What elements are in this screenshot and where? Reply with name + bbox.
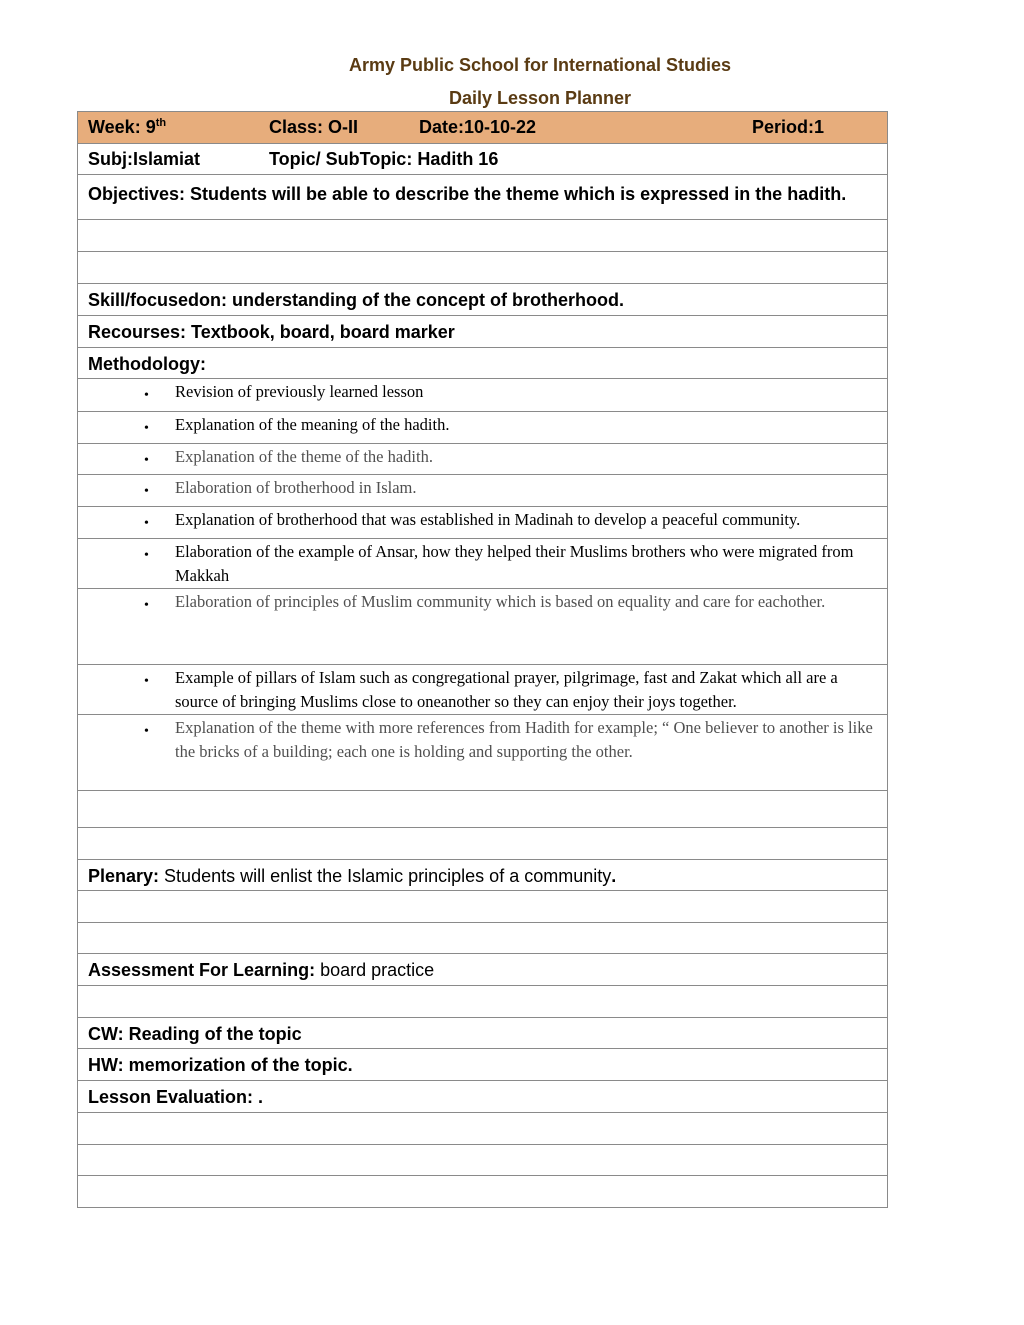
- methodology-item: [78, 589, 887, 665]
- plenary-end: .: [611, 866, 617, 886]
- methodology-item: [78, 665, 887, 715]
- methodology-item-text: Elaboration of brotherhood in Islam.: [175, 478, 417, 497]
- methodology-item-text: Revision of previously learned lesson: [175, 382, 424, 401]
- blank-row: [78, 1113, 887, 1145]
- methodology-label-row: Methodology:: [78, 348, 887, 379]
- class-cell: Class: O-II: [269, 117, 359, 137]
- methodology-item-text: Example of pillars of Islam such as congregational prayer, pilgrimage, fast and Zakat which all are a source of bringing Muslims close to oneanother so they can enjoy their joys together.: [175, 668, 838, 711]
- assessment-text: board practice: [315, 960, 435, 980]
- methodology-item: [78, 715, 887, 791]
- blank-row: [78, 891, 887, 923]
- header-row: [78, 112, 887, 144]
- plenary-label: Plenary:: [88, 866, 160, 886]
- assessment-row: [78, 954, 887, 986]
- blank-row: [78, 923, 887, 954]
- bullet-icon: •: [144, 516, 149, 531]
- subject-row: [78, 144, 887, 175]
- subject-cell: Subj:Islamiat: [88, 149, 201, 169]
- methodology-item-text: Explanation of brotherhood that was established in Madinah to develop a peaceful community.: [175, 510, 801, 529]
- plenary-text: Students will enlist the Islamic principles of a community: [159, 866, 612, 886]
- lesson-planner-table: [77, 111, 888, 1208]
- plenary-row: [78, 860, 887, 891]
- topic-cell: Topic/ SubTopic: Hadith 16: [269, 149, 499, 169]
- methodology-item-text: Explanation of the theme with more references from Hadith for example; “ One believer to another is like the bricks of a building; each one is holding and supporting the other.: [175, 718, 873, 761]
- bullet-icon: •: [144, 598, 149, 613]
- blank-row: [78, 252, 887, 284]
- methodology-item-text: Explanation of the meaning of the hadith.: [175, 415, 450, 434]
- bullet-icon: •: [144, 388, 149, 403]
- period-cell: Period:1: [752, 117, 825, 137]
- methodology-item: [78, 379, 887, 412]
- date-cell: Date:10-10-22: [419, 117, 537, 137]
- methodology-item-text: Elaboration of principles of Muslim community which is based on equality and care for eachother.: [175, 592, 826, 611]
- methodology-item: [78, 444, 887, 475]
- bullet-icon: •: [144, 453, 149, 468]
- assessment-label: Assessment For Learning:: [88, 960, 316, 980]
- homework-row: HW: memorization of the topic.: [78, 1049, 887, 1081]
- methodology-item: [78, 539, 887, 589]
- blank-row: [78, 791, 887, 828]
- methodology-item-text: Elaboration of the example of Ansar, how they helped their Muslims brothers who were migrated from Makkah: [175, 542, 854, 585]
- resources-row: Recourses: Textbook, board, board marker: [78, 316, 887, 348]
- classwork-row: CW: Reading of the topic: [78, 1018, 887, 1049]
- bullet-icon: •: [144, 548, 149, 563]
- objectives-row: Objectives: Students will be able to describe the theme which is expressed in the hadith.: [78, 175, 887, 220]
- bullet-icon: •: [144, 421, 149, 436]
- methodology-item: [78, 507, 887, 539]
- methodology-item-text: Explanation of the theme of the hadith.: [175, 447, 433, 466]
- bullet-icon: •: [144, 724, 149, 739]
- blank-row: [78, 828, 887, 860]
- skill-row: Skill/focusedon: understanding of the concept of brotherhood.: [78, 284, 887, 316]
- week-cell: Week: 9th: [88, 117, 167, 137]
- blank-row: [78, 1176, 887, 1208]
- blank-row: [78, 986, 887, 1018]
- lesson-evaluation-row: Lesson Evaluation: .: [78, 1081, 887, 1113]
- blank-row: [78, 1145, 887, 1176]
- school-name: Army Public School for International Studies: [348, 55, 732, 75]
- planner-title: Daily Lesson Planner: [448, 88, 632, 108]
- bullet-icon: •: [144, 484, 149, 499]
- bullet-icon: •: [144, 674, 149, 689]
- methodology-item: [78, 475, 887, 507]
- methodology-item: [78, 412, 887, 444]
- blank-row: [78, 220, 887, 252]
